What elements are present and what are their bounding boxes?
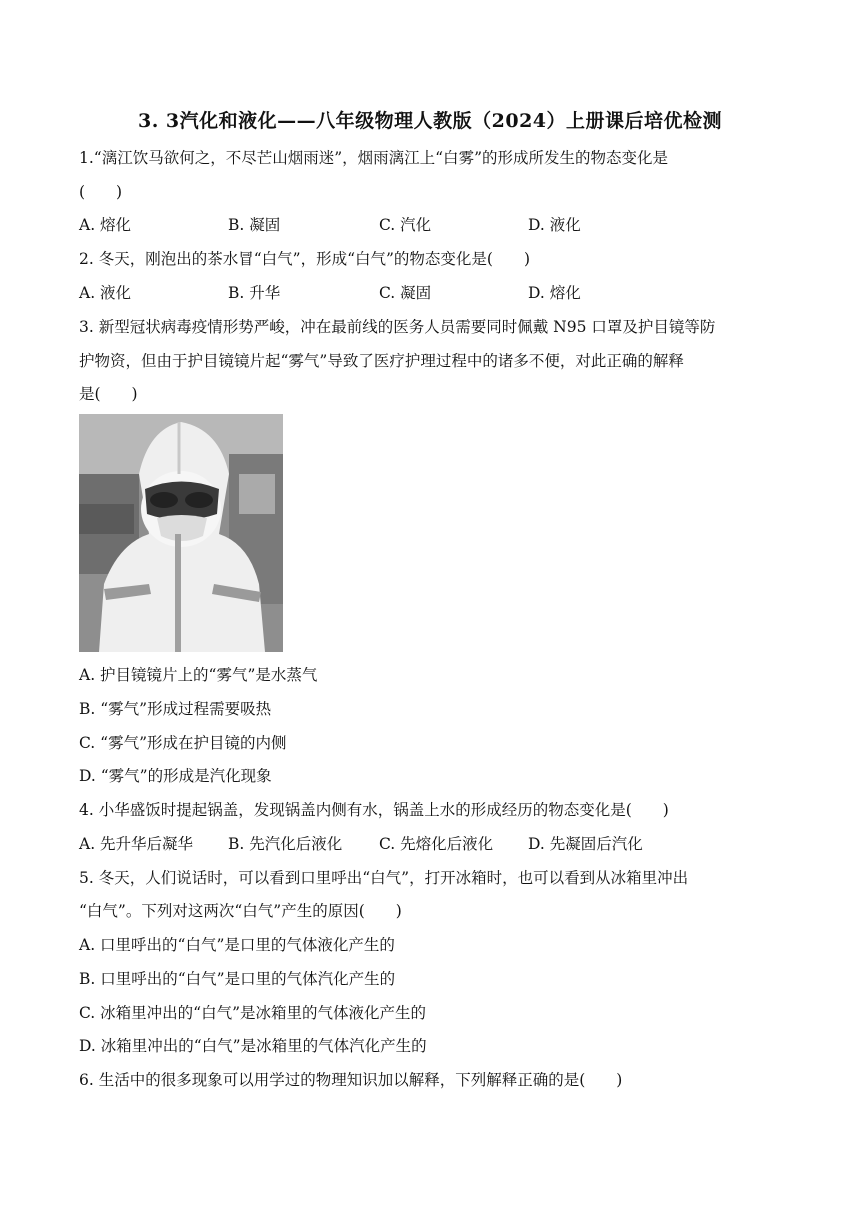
question-6-line-1: 6. 生活中的很多现象可以用学过的物理知识加以解释，下列解释正确的是( ) — [79, 1071, 623, 1089]
question-2-option-d: D. 熔化 — [528, 284, 581, 302]
question-1-line-2: ( ) — [79, 183, 123, 201]
question-5-line-1: 5. 冬天，人们说话时，可以看到口里呼出“白气”，打开冰箱时，也可以看到从冰箱里冲出 — [79, 869, 689, 887]
question-3-line-2: 护物资，但由于护目镜镜片起“雾气”导致了医疗护理过程中的诸多不便，对此正确的解释 — [79, 352, 684, 370]
question-3-line-3: 是( ) — [79, 385, 138, 403]
question-2-option-c: C. 凝固 — [379, 284, 432, 302]
question-5-option-b: B. 口里呼出的“白气”是口里的气体汽化产生的 — [79, 970, 396, 988]
question-2-option-b: B. 升华 — [228, 284, 281, 302]
question-1-option-d: D. 液化 — [528, 216, 581, 234]
question-3-option-b: B. “雾气”形成过程需要吸热 — [79, 700, 272, 718]
question-1-option-a: A. 熔化 — [79, 216, 132, 234]
question-4-option-d: D. 先凝固后汽化 — [528, 835, 643, 853]
question-3-option-d: D. “雾气”的形成是汽化现象 — [79, 767, 272, 785]
question-2-option-a: A. 液化 — [79, 284, 132, 302]
question-5-option-d: D. 冰箱里冲出的“白气”是冰箱里的气体汽化产生的 — [79, 1037, 427, 1055]
question-4-option-c: C. 先熔化后液化 — [379, 835, 494, 853]
question-3-option-a: A. 护目镜镜片上的“雾气”是水蒸气 — [79, 666, 318, 684]
question-5-option-a: A. 口里呼出的“白气”是口里的气体液化产生的 — [79, 936, 395, 954]
question-4-option-b: B. 先汽化后液化 — [228, 835, 343, 853]
question-3-line-1: 3. 新型冠状病毒疫情形势严峻，冲在最前线的医务人员需要同时佩戴 N95 口罩及护目镜等防 — [79, 318, 716, 336]
medical-worker-photo — [79, 414, 283, 652]
question-2-line-1: 2. 冬天，刚泡出的茶水冒“白气”，形成“白气”的物态变化是( ) — [79, 250, 531, 268]
question-5-option-c: C. 冰箱里冲出的“白气”是冰箱里的气体液化产生的 — [79, 1004, 427, 1022]
question-5-line-2: “白气”。下列对这两次“白气”产生的原因( ) — [79, 902, 402, 920]
question-1-option-c: C. 汽化 — [379, 216, 432, 234]
question-4-option-a: A. 先升华后凝华 — [79, 835, 194, 853]
question-1-option-b: B. 凝固 — [228, 216, 281, 234]
question-3-option-c: C. “雾气”形成在护目镜的内侧 — [79, 734, 287, 752]
protective-suit-illustration — [79, 414, 283, 652]
question-1-line-1: 1.“漓江饮马欲何之，不尽芒山烟雨迷”，烟雨漓江上“白雾”的形成所发生的物态变化是 — [79, 149, 668, 167]
document-title: 3. 3汽化和液化——八年级物理人教版（2024）上册课后培优检测 — [137, 110, 723, 132]
question-4-line-1: 4. 小华盛饭时提起锅盖，发现锅盖内侧有水，锅盖上水的形成经历的物态变化是( ) — [79, 801, 669, 819]
